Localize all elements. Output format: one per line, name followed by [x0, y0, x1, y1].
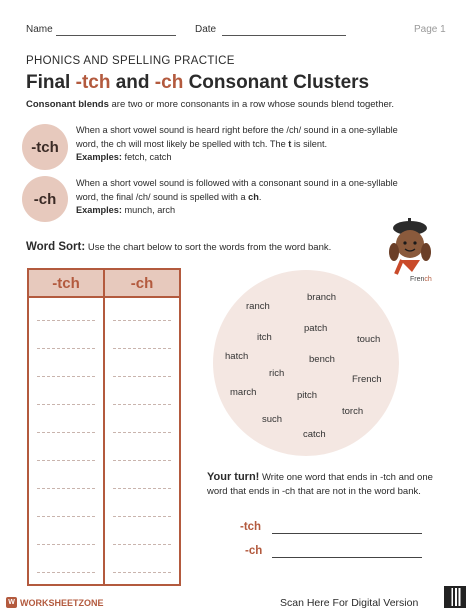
- rule-ch-examples-label: Examples:: [76, 205, 122, 215]
- your-turn-instructions: Write one word that ends in -tch and one word that ends in -ch that are not in the word bank.: [207, 472, 433, 497]
- answer-line[interactable]: [37, 376, 95, 377]
- column-ch[interactable]: [105, 298, 179, 584]
- word-bank-item[interactable]: rich: [269, 368, 285, 379]
- character-illustration: [382, 216, 438, 280]
- answer-line[interactable]: [113, 460, 171, 461]
- your-turn-text: [207, 471, 443, 498]
- scan-caption: Scan Here For Digital Version: [280, 597, 419, 609]
- brand-mark-icon: W: [6, 597, 17, 608]
- rule-tch-examples-label: Examples:: [76, 152, 122, 162]
- date-field[interactable]: [222, 35, 346, 36]
- brand-name: WORKSHEETZONE: [20, 597, 104, 608]
- qr-code-icon[interactable]: [444, 586, 466, 608]
- answer-label-ch: -ch: [245, 545, 263, 557]
- page-title: [26, 72, 369, 94]
- rule-ch-text2: .: [258, 191, 262, 202]
- answer-line[interactable]: [37, 544, 95, 545]
- word-sort-title: Word Sort:: [26, 241, 86, 253]
- answer-line[interactable]: [113, 404, 171, 405]
- brand-logo: [6, 597, 104, 608]
- word-bank-item[interactable]: touch: [357, 334, 381, 345]
- badge-tch: -tch: [22, 124, 68, 170]
- answer-field-ch[interactable]: [272, 557, 422, 558]
- character-caption: [410, 276, 432, 283]
- intro-rest: are two or more consonants in a row whose sounds blend together.: [108, 99, 395, 110]
- answer-line[interactable]: [37, 320, 95, 321]
- rule-tch-examples: fetch, catch: [121, 152, 172, 162]
- date-label: Date: [195, 24, 217, 35]
- sort-table-body: [29, 298, 179, 584]
- rule-tch-text2: is silent.: [291, 138, 328, 149]
- word-bank-item[interactable]: catch: [303, 429, 326, 440]
- answer-line[interactable]: [37, 488, 95, 489]
- word-sort-description: Use the chart below to sort the words from the word bank.: [85, 242, 332, 253]
- word-bank-item[interactable]: branch: [307, 292, 337, 303]
- answer-line[interactable]: [113, 544, 171, 545]
- word-bank-item[interactable]: hatch: [225, 351, 249, 362]
- french-character: [382, 216, 438, 290]
- rule-tch: [76, 124, 416, 165]
- rule-tch-bold: t: [288, 138, 292, 149]
- word-bank-item[interactable]: such: [262, 414, 283, 425]
- answer-line[interactable]: [37, 348, 95, 349]
- intro-text: [26, 99, 394, 110]
- kicker: PHONICS AND SPELLING PRACTICE: [26, 55, 235, 67]
- word-bank-item[interactable]: ranch: [246, 301, 270, 312]
- answer-label-tch: -tch: [240, 521, 262, 533]
- rule-ch-examples: munch, arch: [121, 205, 176, 215]
- column-header-ch: -ch: [130, 274, 154, 292]
- answer-line[interactable]: [113, 432, 171, 433]
- rule-tch-text: When a short vowel sound is heard right before the /ch/ sound in a one-syllable word, the ch will most likely be spelled with tch. The: [76, 125, 398, 149]
- word-bank-item[interactable]: bench: [309, 354, 335, 365]
- answer-line[interactable]: [113, 572, 171, 573]
- title-part1: Final: [26, 72, 76, 93]
- word-bank-item[interactable]: march: [230, 387, 257, 398]
- answer-line[interactable]: [37, 460, 95, 461]
- character-caption-accent: ch: [424, 276, 432, 283]
- column-tch[interactable]: [29, 298, 105, 584]
- word-bank-item[interactable]: torch: [342, 406, 364, 417]
- answer-line[interactable]: [113, 348, 171, 349]
- answer-line[interactable]: [37, 404, 95, 405]
- character-caption-plain: Fren: [410, 276, 425, 283]
- your-turn-heading: Your turn!: [207, 471, 260, 483]
- intro-bold: Consonant blends: [26, 99, 109, 110]
- answer-line[interactable]: [113, 320, 171, 321]
- answer-line[interactable]: [37, 432, 95, 433]
- answer-line[interactable]: [37, 572, 95, 573]
- word-bank-item[interactable]: pitch: [297, 390, 318, 401]
- sort-table-header: [29, 270, 179, 298]
- word-bank-item[interactable]: patch: [304, 323, 328, 334]
- word-bank-item[interactable]: French: [352, 374, 382, 385]
- name-label: Name: [26, 24, 53, 35]
- rule-ch: [76, 177, 416, 218]
- answer-line[interactable]: [113, 488, 171, 489]
- word-sort-heading: [26, 241, 331, 253]
- answer-line[interactable]: [113, 376, 171, 377]
- rule-ch-bold: ch: [248, 191, 259, 202]
- title-tch: -tch: [75, 72, 111, 93]
- word-bank-item[interactable]: itch: [257, 332, 272, 343]
- name-field[interactable]: [56, 35, 176, 36]
- column-header-tch: -tch: [29, 270, 105, 296]
- answer-line[interactable]: [37, 516, 95, 517]
- badge-ch: -ch: [22, 176, 68, 222]
- rule-ch-text: When a short vowel sound is followed with a consonant sound in a one-syllable word, the final /ch/ sound is spelled with a: [76, 178, 398, 202]
- sort-table: [27, 268, 181, 586]
- title-part3: Consonant Clusters: [183, 72, 370, 93]
- title-part2: and: [110, 72, 155, 93]
- page-number: Page 1: [414, 24, 446, 35]
- title-ch: -ch: [154, 72, 184, 93]
- answer-field-tch[interactable]: [272, 533, 422, 534]
- answer-line[interactable]: [113, 516, 171, 517]
